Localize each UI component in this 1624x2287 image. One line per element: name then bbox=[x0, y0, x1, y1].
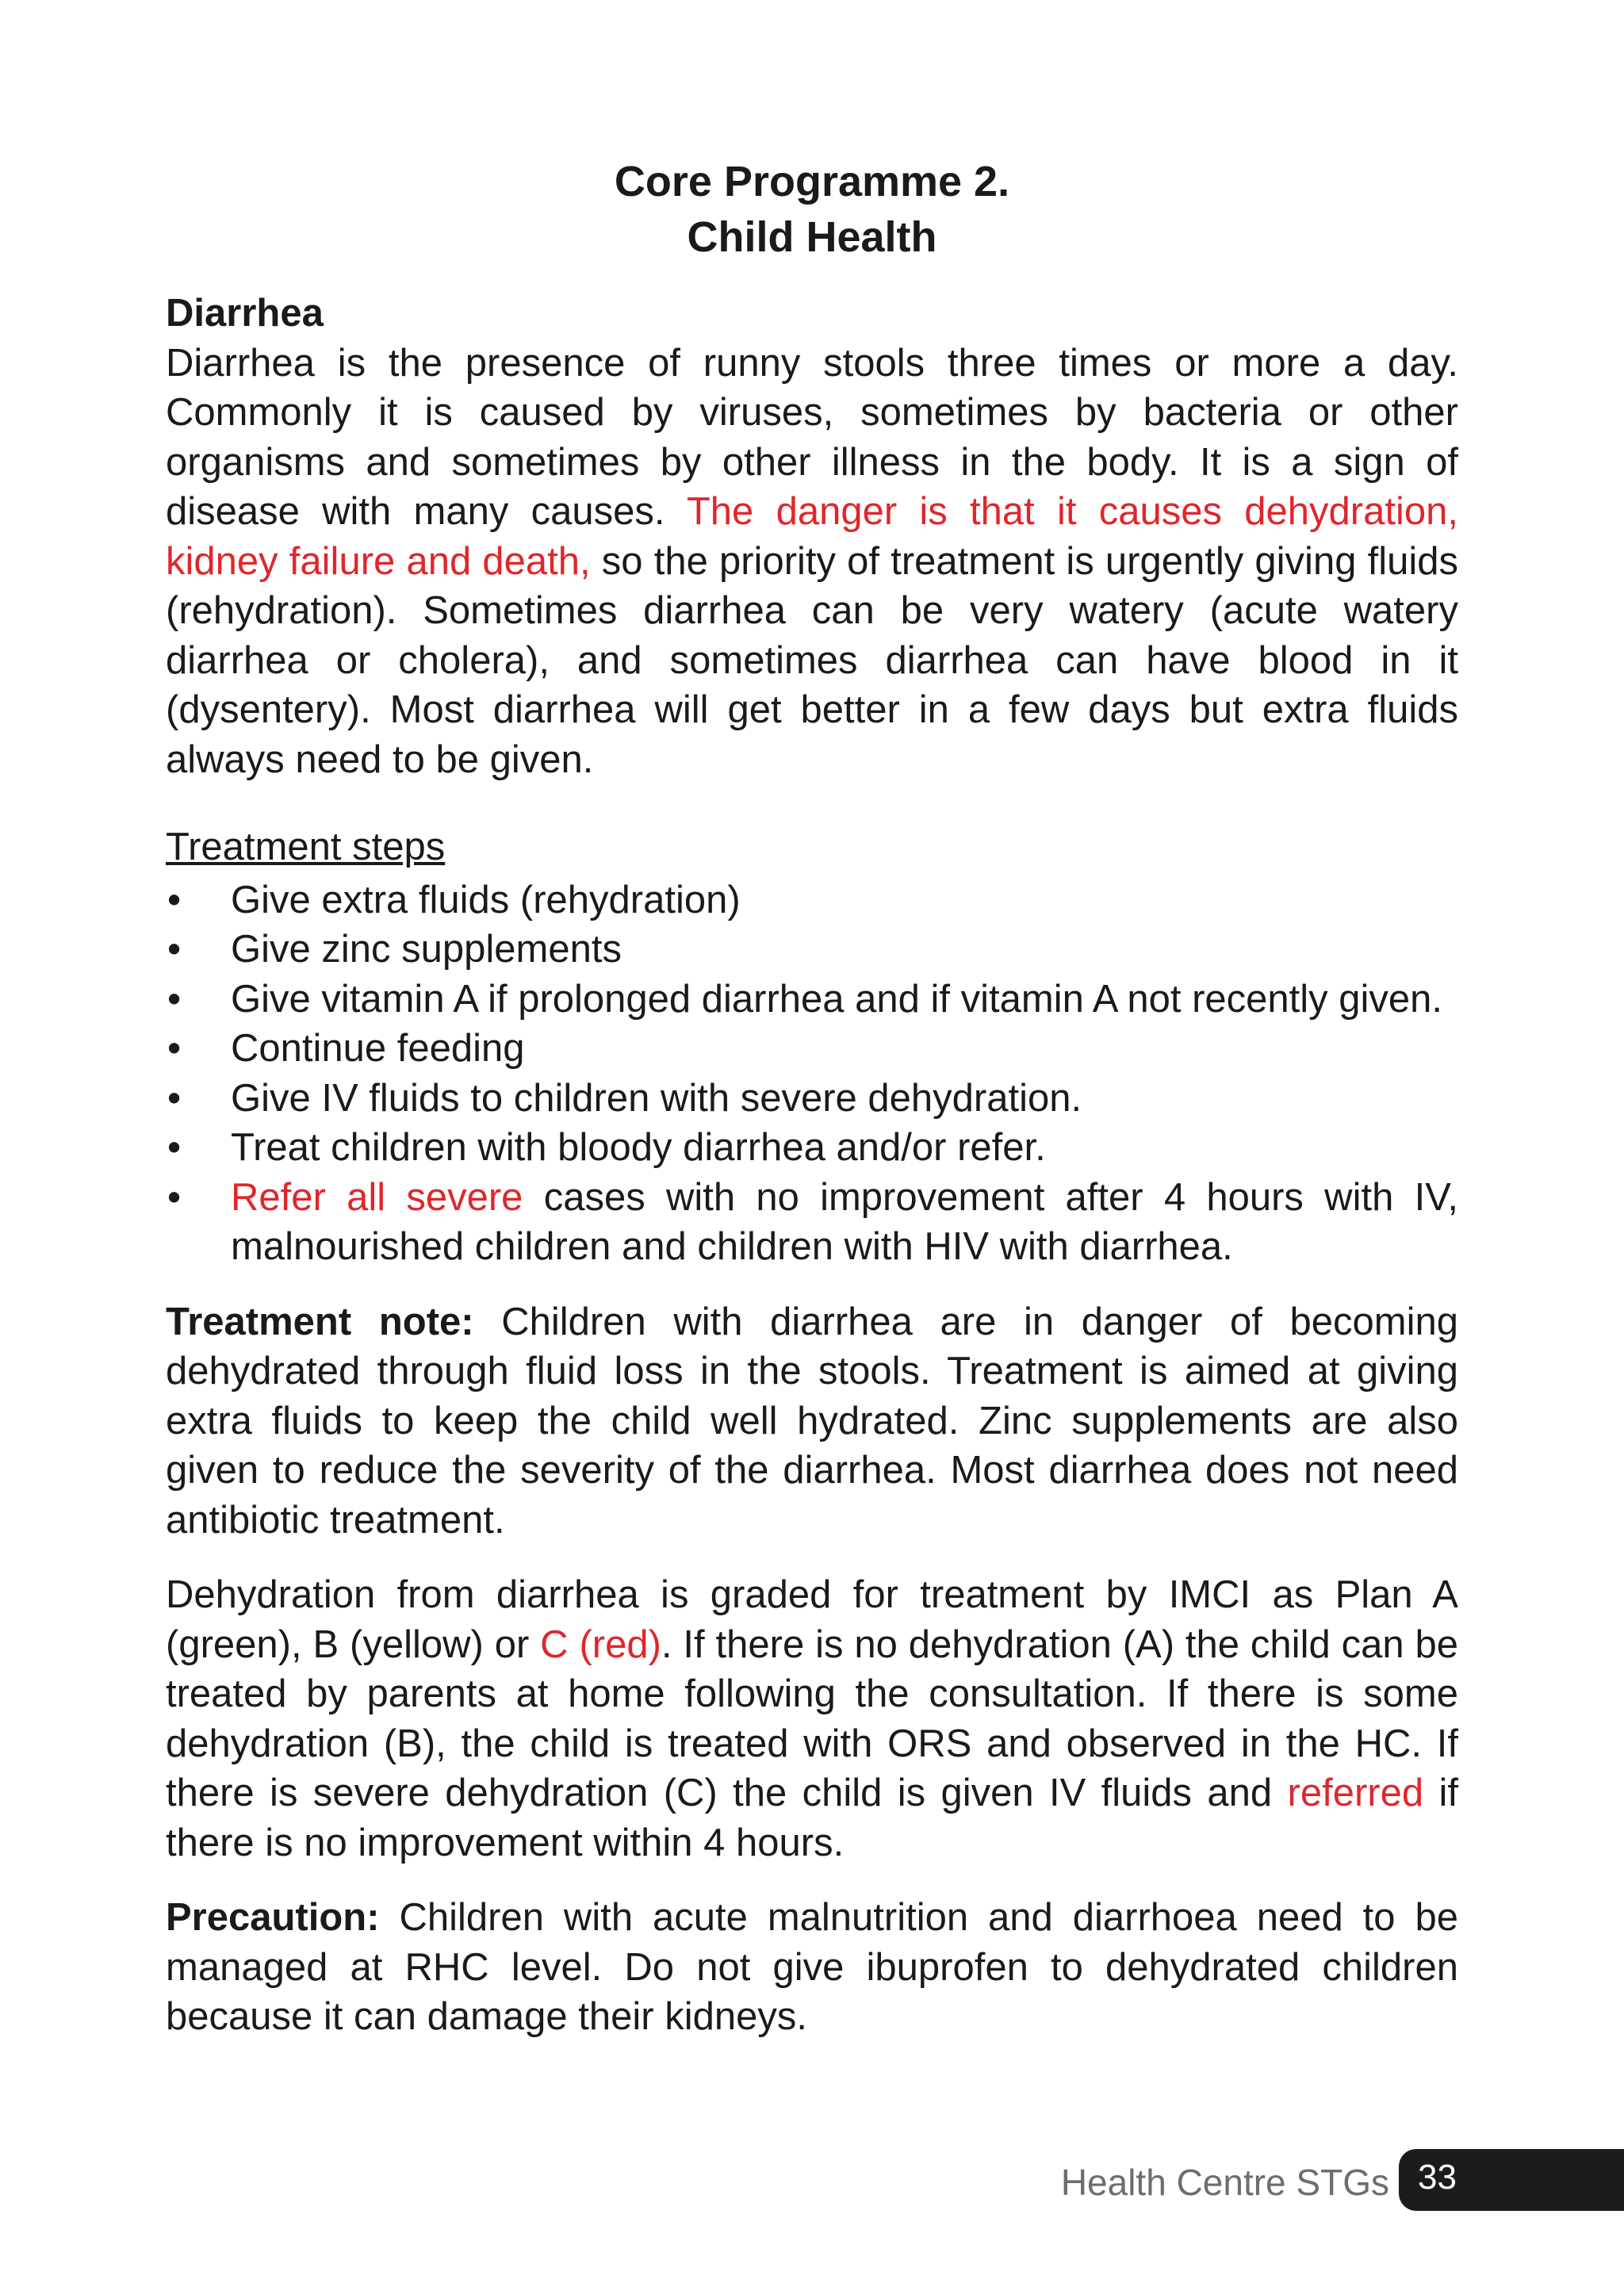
treatment-note-text: Children with diarrhea are in danger of becoming dehydrated through fluid loss in the stools. Treatment is aimed at giving extra fluids to keep the child well hydrated. Zinc supplements are also given to reduce the severity of the diarrhea. Most diarrhea does not need antibiotic treatment. bbox=[166, 1300, 1458, 1542]
treatment-note-paragraph bbox=[166, 1297, 1458, 1546]
dehydration-text-2: . If there is no dehydration (A) the child can be treated by parents at home following the consultation. If there is some dehydration (B), the child is treated with ORS and observed in the HC. If there is severe dehydration (C) the child is given IV fluids and bbox=[166, 1622, 1458, 1814]
list-item bbox=[166, 1123, 1458, 1173]
list-item bbox=[166, 1024, 1458, 1074]
bullet-icon: • bbox=[167, 878, 182, 921]
list-item-text: Give vitamin A if prolonged diarrhea and if vitamin A not recently given. bbox=[231, 977, 1443, 1021]
precaution-paragraph bbox=[166, 1893, 1458, 2042]
list-item-text: Give IV fluids to children with severe dehydration. bbox=[231, 1076, 1082, 1120]
precaution-text: Children with acute malnutrition and diarrhoea need to be managed at RHC level. Do not give ibuprofen to dehydrated children because it can damage their kidneys. bbox=[166, 1896, 1458, 2038]
intro-paragraph bbox=[166, 339, 1458, 785]
precaution-label: Precaution: bbox=[166, 1896, 380, 1939]
bullet-icon: • bbox=[167, 1175, 182, 1219]
plan-c-highlight: C (red) bbox=[540, 1622, 661, 1666]
list-item bbox=[166, 975, 1458, 1025]
bullet-icon: • bbox=[167, 1126, 182, 1169]
page-title bbox=[0, 154, 1624, 265]
list-item-text: Give extra fluids (rehydration) bbox=[231, 878, 741, 921]
footer-title: Health Centre STGs bbox=[1060, 2162, 1389, 2203]
treatment-note-label: Treatment note: bbox=[166, 1300, 474, 1343]
section-heading: Diarrhea bbox=[166, 292, 324, 335]
dehydration-paragraph bbox=[166, 1570, 1458, 1868]
referred-highlight: referred bbox=[1287, 1772, 1424, 1814]
list-item bbox=[166, 1074, 1458, 1124]
list-item-text: cases with no improvement after 4 hours with IV, malnourished children and children with HIV with diarrhea. bbox=[231, 1175, 1458, 1268]
list-item bbox=[166, 925, 1458, 975]
treatment-steps-heading: Treatment steps bbox=[166, 826, 446, 868]
intro-text-1: Diarrhea is the presence of runny stools three times or more a day. Commonly it is caused by viruses, sometimes by bacteria or other organisms and sometimes by other illness in the body. It is a sign of disease with many causes. bbox=[166, 341, 1458, 533]
list-item bbox=[166, 1173, 1458, 1272]
dehydration-text-3: if there is no improvement within 4 hours. bbox=[166, 1772, 1458, 1864]
dehydration-text-1: Dehydration from diarrhea is graded for treatment by IMCI as Plan A (green), B (yellow) or bbox=[166, 1573, 1458, 1666]
page-number-tab bbox=[1399, 2149, 1624, 2211]
list-item-text: Treat children with bloody diarrhea and/or refer. bbox=[231, 1126, 1046, 1169]
list-item-text: Give zinc supplements bbox=[231, 928, 622, 971]
list-item-text: Continue feeding bbox=[231, 1027, 525, 1070]
bullet-icon: • bbox=[167, 928, 182, 971]
content-body bbox=[166, 289, 1458, 2042]
bullet-icon: • bbox=[167, 1027, 182, 1070]
refer-severe-highlight: Refer all severe bbox=[231, 1175, 523, 1219]
list-item bbox=[166, 875, 1458, 925]
treatment-steps-list bbox=[166, 875, 1458, 1272]
bullet-icon: • bbox=[167, 1076, 182, 1120]
intro-danger-highlight: The danger is that it causes dehydration, kidney failure and death, bbox=[166, 490, 1458, 583]
title-line-1: Core Programme 2. bbox=[614, 158, 1010, 205]
title-line-2: Child Health bbox=[687, 213, 937, 261]
page-number: 33 bbox=[1418, 2158, 1457, 2197]
intro-text-2: so the priority of treatment is urgently giving fluids (rehydration). Sometimes diarrhea can be very watery (acute watery diarrhea or cholera), and sometimes diarrhea can have blood in it (dysentery). Most diarrhea will get better in a few days but extra fluids always need to be given. bbox=[166, 539, 1459, 781]
bullet-icon: • bbox=[167, 977, 182, 1021]
